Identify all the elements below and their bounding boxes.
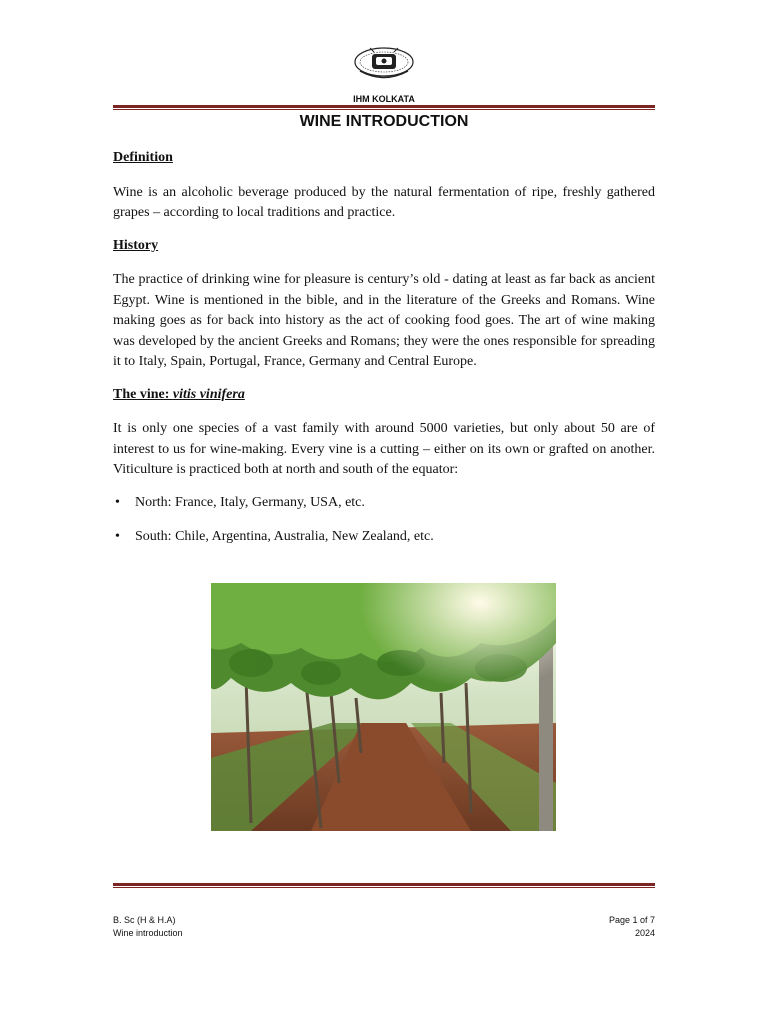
footer-subject: Wine introduction <box>113 928 183 938</box>
vine-heading <box>113 385 655 406</box>
footer-right <box>609 914 655 940</box>
document-body <box>113 148 655 562</box>
document-title: WINE INTRODUCTION <box>299 113 469 130</box>
vineyard-photo <box>211 583 556 831</box>
history-heading: History <box>113 237 159 253</box>
footer-left <box>113 914 183 940</box>
header-rule <box>113 105 655 110</box>
vine-heading-prefix: The vine: <box>113 386 173 402</box>
footer-course: B. Sc (H & H.A) <box>113 915 176 925</box>
definition-text: Wine is an alcoholic beverage produced by the natural fermentation of ripe, freshly gathered grapes – according to local traditions and practice. <box>113 184 655 220</box>
institute-logo <box>350 44 418 80</box>
vine-text: It is only one species of a vast family with around 5000 varieties, but only about 50 are of interest to us for wine-making. Every vine is a cutting – either on its own or grafted on another. Viticulture is practiced both at north and south of the equator: <box>113 421 655 477</box>
vine-heading-species: vitis vinifera <box>172 386 245 402</box>
footer-year: 2024 <box>634 928 655 938</box>
page-number: Page 1 of 7 <box>608 915 655 925</box>
hemisphere-list <box>113 493 655 548</box>
history-text: The practice of drinking wine for pleasure is century’s old - dating at least as far back as ancient Egypt. Wine is mentioned in the bible, and in the literature of the Greeks and Romans. Wine making goes as for back into history as the act of cooking food goes. The art of wine making was developed by the ancient Greeks and Romans; they were the ones responsible for spreading it to Italy, Spain, Portugal, France, Germany and Central Europe. <box>113 272 655 369</box>
footer-rule <box>113 883 655 888</box>
list-item: • North: France, Italy, Germany, USA, etc. <box>113 493 655 514</box>
definition-heading: Definition <box>113 150 173 165</box>
list-item: • South: Chile, Argentina, Australia, New Zealand, etc. <box>113 527 655 548</box>
institute-name: IHM KOLKATA <box>353 94 415 104</box>
